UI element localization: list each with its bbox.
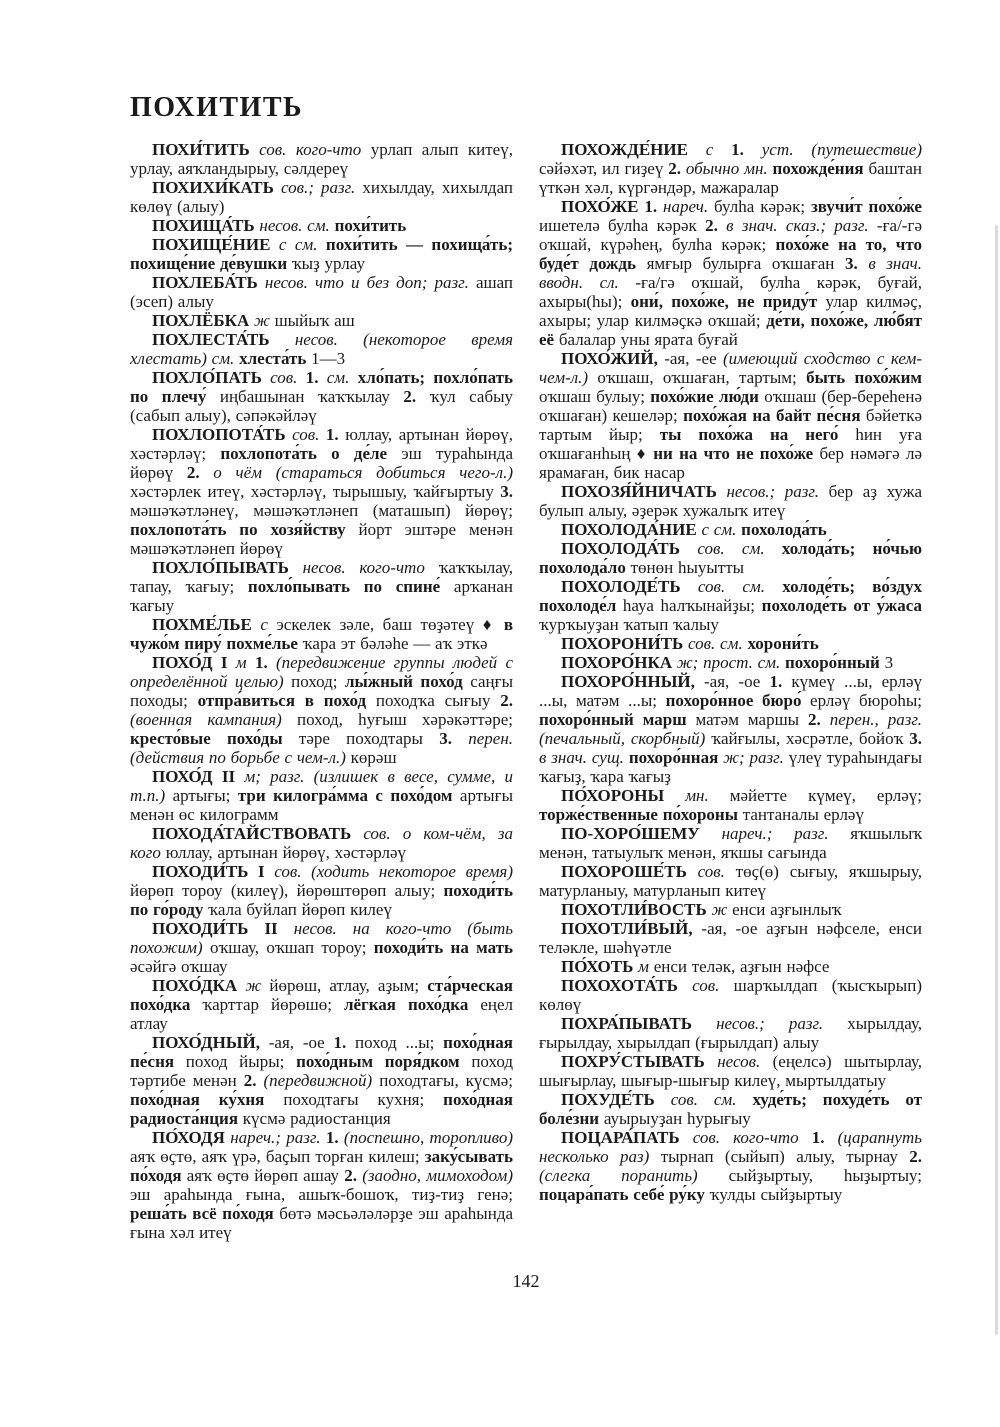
grammar-label: с см. [696, 520, 742, 539]
text-segment: 2. [186, 463, 214, 482]
headword: ПО́ХОДЯ [152, 1128, 225, 1147]
text-segment: ерләү бюроһы; [810, 691, 922, 710]
grammar-label: сов. см. [680, 539, 782, 558]
text-segment: походи́ть по го́роду [130, 881, 513, 919]
dictionary-entry [539, 1014, 922, 1052]
text-segment: -ая, -ое [694, 672, 770, 691]
text-segment: 2. [909, 1147, 922, 1166]
text-segment: матәм маршы [695, 710, 809, 729]
dictionary-entry [130, 235, 513, 273]
text-segment: похо́жие лю́ди [650, 387, 765, 406]
headword: ПОХОХОТА́ТЬ [561, 976, 678, 995]
grammar-label: ж [237, 976, 270, 995]
headword: ПОХОДИ́ТЬ II [152, 919, 278, 938]
grammar-label: сов. [686, 862, 736, 881]
dictionary-entry [539, 919, 922, 957]
headword: ПОХО́ДНЫЙ, [152, 1033, 260, 1052]
grammar-label: сов. [677, 976, 734, 995]
grammar-label: см. [326, 368, 358, 387]
grammar-label: ж [249, 311, 275, 330]
text-segment: холоде́ть; во́здух похолоде́л [539, 577, 922, 615]
headword: ПОХИХИ́КАТЬ [152, 178, 274, 197]
dictionary-entry [130, 425, 513, 558]
text-segment: эш тураһында йөрөү [130, 444, 514, 482]
text-segment: көрәш [350, 748, 397, 767]
text-segment: яҡшылыҡ менән, татыулыҡ менән, яҡшы сағында [539, 824, 922, 862]
grammar-label: в знач. сказ.; разг. [726, 216, 877, 235]
grammar-label: несов. на кого-что (быть похожим) [130, 919, 513, 957]
text-segment: бер аҙ хужа булып алыу, әҙерәк хужалыҡ итеү [539, 482, 922, 520]
headword: ПО́ХОРОНЫ [561, 786, 665, 805]
headword: ПОХОЛОДА́НИЕ [561, 520, 697, 539]
text-segment: ҡала буйлап йөрөп килеү [208, 900, 392, 919]
text-segment: похо́же на то, что буде́т дождь [539, 235, 922, 273]
headword: ПО-ХОРО́ШЕМУ [561, 824, 700, 843]
text-segment: похи́тить [334, 216, 407, 235]
text-segment: тәре походтары [298, 729, 440, 748]
text-segment: артығы; [172, 786, 238, 805]
text-segment: йөрөп тороу (килеү), йөрөштөрөп алыу; [130, 881, 444, 900]
dictionary-entry [130, 216, 513, 235]
text-segment: юллау, артынан йөрөү, хәстәрләү; [130, 425, 513, 463]
headword: ПОХОДА́ТАЙСТВОВАТЬ [152, 824, 352, 843]
dictionary-entry [130, 862, 513, 919]
text-segment: күмеү ...ы, ерләү ...ы, матәм ...ы; [539, 672, 922, 710]
dictionary-entry [539, 1128, 922, 1204]
text-segment: похло́пывать по спине́ [247, 577, 454, 596]
dictionary-entry [539, 349, 922, 482]
text-segment: лёгкая похо́дка [343, 995, 481, 1014]
text-segment: похоро́нный марш [539, 710, 696, 729]
text-segment: торже́ственные по́хороны [539, 805, 743, 824]
text-segment: сәйәхәт, ил гиҙеү [539, 159, 669, 178]
text-segment: де́ти, похо́же, лю́бят её [539, 311, 922, 349]
text-segment: похо́дная радиоста́нция [130, 1090, 513, 1128]
text-segment: похо́дным поря́дком [296, 1052, 472, 1071]
headword: ПОХО́ЖИЙ, [561, 349, 658, 368]
text-segment: походи́ть на мать [373, 938, 513, 957]
text-segment: три килогра́мма с похо́дом [237, 786, 460, 805]
grammar-label: сов. см. [680, 577, 783, 596]
dictionary-entry [539, 577, 922, 634]
grammar-label: нареч.; разг. [699, 824, 851, 843]
text-segment: оҡшаш (бер-береһенә оҡшаған) кешеләр; [539, 387, 922, 425]
text-segment: оҡшаш булыу; [539, 387, 651, 406]
dictionary-entry [130, 330, 513, 368]
text-segment: бер нәмәгә лә ярамаған, бик насар [539, 444, 923, 482]
text-segment: 3. [500, 482, 513, 501]
text-segment: һауа һалҡынайҙы; [622, 596, 762, 615]
grammar-label: м [227, 653, 255, 672]
text-segment: ҡайғылы, хәсрәтле, бойоҡ [711, 729, 910, 748]
text-segment: походтағы, күсмә; [379, 1071, 514, 1090]
text-segment: 2. [403, 387, 430, 406]
text-segment: йорт эштәре менән мәшәҡәтләнеп йөрөү [130, 520, 514, 558]
text-segment: похо́жая на байт пе́сня [683, 406, 866, 425]
headword: ПОХО́ДКА [152, 976, 238, 995]
text-segment: поцара́пать себе́ ру́ку [539, 1185, 710, 1204]
dictionary-entry [539, 1090, 922, 1128]
text-segment: 2. [344, 1166, 363, 1185]
scan-edge-artifact [995, 225, 998, 1335]
grammar-label: перен. (действия по борьбе с чем-л.) [130, 729, 514, 767]
text-segment: ҡаҡҡылау, тапау, ҡағыу; [130, 558, 513, 596]
text-segment: похожде́ния [772, 159, 869, 178]
grammar-label: (имеющий сходство с кем-чем-л.) [539, 349, 922, 387]
text-segment: хәстәрлек итеү, хәстәрләү, тырышыу, ҡайғыртыу [130, 482, 501, 501]
text-segment: шарҡылдап (ҡысҡырып) көлөү [539, 976, 922, 1014]
grammar-label: (царапнуть несколько раз) [539, 1128, 922, 1166]
grammar-label: сов. о ком-чём, за кого [130, 824, 513, 862]
text-segment: походҡа сығыу [375, 691, 501, 710]
text-segment: похо́дная ку́хня [130, 1090, 284, 1109]
text-segment: сыйҙыртыу, һыҙыртыу; [728, 1166, 922, 1185]
dictionary-entry [130, 178, 513, 216]
text-segment: енси теләк, аҙғын нәфсе [653, 957, 830, 976]
headword: ПОХРУ́СТЫВАТЬ [561, 1052, 705, 1071]
dictionary-entry [539, 520, 922, 539]
text-segment: похи́тить — похища́ть; похище́ние де́вушки [130, 235, 513, 273]
text-segment: баштан үткән хәл, күргәндәр, мажаралар [539, 159, 923, 197]
text-segment: эскелек зәле, баш төҙәтеү [276, 615, 483, 634]
page-number: 142 [512, 1271, 540, 1291]
grammar-label: (слегка поранить) [539, 1166, 729, 1185]
dictionary-entry [130, 824, 513, 862]
dictionary-entry [130, 368, 513, 425]
text-segment: поход тәртибе менән [130, 1052, 514, 1090]
text-segment: 1. [305, 368, 327, 387]
headword: ПОХИЩА́ТЬ [152, 216, 255, 235]
text-segment: ауырыуҙан һурығыу [603, 1109, 751, 1128]
text-segment: бөтә мәсьәләләрҙе эш араһында ғына хәл итеү [130, 1204, 514, 1242]
text-segment: балалар уны ярата буғай [558, 330, 738, 349]
text-segment: 1. [254, 653, 276, 672]
text-segment: 3. [909, 729, 922, 748]
headword: ПОХОЖДЕ́НИЕ [561, 140, 688, 159]
text-segment: аяҡ өҫтө йөрөп ашау [186, 1166, 345, 1185]
dictionary-entry [539, 957, 922, 976]
grammar-label: сов. кого-что [249, 140, 371, 159]
text-segment: аяҡ өҫтө, аяҡ үрә, баҫып торған килеш; [130, 1147, 425, 1166]
text-columns [130, 140, 922, 1242]
text-segment: похоро́нная [628, 748, 724, 767]
grammar-label: с см. [270, 235, 326, 254]
dictionary-entry [130, 311, 513, 330]
grammar-label: несов. см. [254, 216, 335, 235]
dictionary-entry [539, 634, 922, 653]
grammar-label: несов.; разг. [716, 482, 829, 501]
text-segment: 3. [439, 729, 469, 748]
text-segment: 3. [844, 254, 869, 273]
text-segment: похоро́нное бюро́ [665, 691, 811, 710]
text-segment: -ға/гә оҡшай, булһа кәрәк, буғай, ахыры(һы); [539, 273, 922, 311]
text-segment: кресто́вые похо́ды [130, 729, 299, 748]
headword: ПОХИ́ТИТЬ [152, 140, 250, 159]
grammar-label: (передвижение группы людей с определённой целью) [130, 653, 513, 691]
grammar-label: сов. см. [654, 1090, 753, 1109]
text-segment: похоро́нный [785, 653, 885, 672]
text-segment: хорони́ть [747, 634, 819, 653]
headword: ПОХРА́ПЫВАТЬ [561, 1014, 693, 1033]
text-segment: 2. [668, 159, 686, 178]
headword: ПОХО́ЖЕ 1. [561, 197, 664, 216]
text-segment: 1. [333, 1033, 356, 1052]
headword: ПОХО́Д I [152, 653, 228, 672]
headword: ПОХЛЁБКА [152, 311, 250, 330]
text-segment: похлопота́ть о де́ле [220, 444, 402, 463]
text-segment: арҡанан ҡағыу [130, 577, 513, 615]
text-segment: хырылдау, ғырылдау, хырылдап (ғырылдап) алыу [539, 1014, 922, 1052]
dictionary-entry [539, 976, 922, 1014]
text-segment: поход, һуғыш хәрәкәттәре; [297, 710, 513, 729]
headword: ПОХОТЛИ́ВОСТЬ [561, 900, 707, 919]
grammar-label: м [633, 957, 654, 976]
text-segment: бәйеткә тартым йыр; [539, 406, 922, 444]
dictionary-entry [130, 140, 513, 178]
grammar-label: ж; прост. см. [672, 653, 785, 672]
grammar-label: ж [706, 900, 733, 919]
text-segment: ҡурҡыуҙан ҡатып ҡалыу [539, 615, 719, 634]
text-segment: поход; [291, 672, 345, 691]
text-segment: һин уға оҡшағанһың [539, 425, 922, 463]
text-segment: урлап алып китеү, урлау, аяҡландырыу, сәлдереү [130, 140, 513, 178]
grammar-label: мн. [664, 786, 730, 805]
headword: ПОХО́Д II [152, 767, 236, 786]
grammar-label: нареч. [663, 197, 715, 216]
text-segment: мәйетте күмеү, ерләү; [729, 786, 922, 805]
text-segment: 1. [811, 1128, 838, 1147]
grammar-label: перен., разг. (печальный, скорбный) [539, 710, 922, 748]
text-segment: ты похо́жа на него́ [659, 425, 856, 444]
text-segment: ҡулды сыйҙыртыу [709, 1185, 843, 1204]
headword: ПОХУДЕ́ТЬ [561, 1090, 655, 1109]
text-segment: хлеста́ть [239, 349, 312, 368]
grammar-label: (поспешно, торопливо) [343, 1128, 513, 1147]
text-segment: поход йыры; [185, 1052, 297, 1071]
dictionary-entry [130, 767, 513, 824]
text-segment: әсәйгә оҡшау [130, 957, 228, 976]
grammar-label: (заодно, мимоходом) [362, 1166, 513, 1185]
text-segment: төҫ(ө) сығыу, яҡшырыу, матурланыу, матурланып китеү [539, 862, 922, 900]
text-segment: (еңелсә) шытырлау, шығырлау, шығыр-шығыр килеү, мыртылдатыу [539, 1052, 922, 1090]
text-segment: -ая, -ее [657, 349, 723, 368]
grammar-label: с [687, 140, 732, 159]
text-segment: походтағы кухня; [283, 1090, 444, 1109]
headword: ПОХОДИ́ТЬ I [152, 862, 265, 881]
text-segment: ҡарттар йөрөшө; [202, 995, 344, 1014]
grammar-label: сов. (ходить некоторое время) [264, 862, 513, 881]
text-segment: хло́пать; похло́пать по плечу́ [130, 368, 513, 406]
text-segment: ишетелә булһа кәрәк [539, 216, 706, 235]
text-segment: отпра́виться в похо́д [197, 691, 376, 710]
text-segment: 2. [500, 691, 514, 710]
text-segment: шыйыҡ аш [274, 311, 355, 330]
text-segment: 1. [325, 425, 346, 444]
text-segment: 1. [731, 140, 762, 159]
headword: ПОХОЛОДЕ́ТЬ [561, 577, 681, 596]
headword: ПОХОРО́ННЫЙ, [561, 672, 695, 691]
text-segment: ста́рческая похо́дка [130, 976, 513, 1014]
grammar-label: в знач. вводн. сл. [539, 254, 922, 292]
dictionary-entry [539, 900, 922, 919]
dictionary-entry [130, 273, 513, 311]
headword: ПОХЛО́ПАТЬ [152, 368, 262, 387]
text-segment: мәшәҡәтләнеү, мәшәҡәтләнеп (маташып) йөрөү; [130, 501, 513, 520]
text-segment: күсмә радиостанция [242, 1109, 391, 1128]
text-segment: иңбашынан ҡаҡҡылау [219, 387, 404, 406]
text-segment: хихылдау, хихылдап көлөү (алыу) [130, 178, 513, 216]
text-segment: улар килмәҫ, ахыры; улар килмәҫкә оҡшай; [539, 292, 923, 330]
text-segment: ♦ в чужо́м пиру́ похме́лье [130, 615, 513, 653]
headword: ПО́ХОТЬ [561, 957, 634, 976]
headword: ПОХОРОШЕ́ТЬ [561, 862, 687, 881]
dictionary-entry [539, 140, 922, 197]
text-segment: артығы менән өс килограмм [130, 786, 513, 824]
grammar-label: сов. см. [683, 634, 748, 653]
text-segment: ♦ ни на что не похо́же [636, 444, 820, 463]
text-segment: саңғы походы; [130, 672, 513, 710]
text-segment: 1—3 [311, 349, 346, 368]
grammar-label: несов. что и без доп; разг. [257, 273, 476, 292]
text-segment: 3 [884, 653, 894, 672]
text-segment: худе́ть; похуде́ть от боле́зни [539, 1090, 922, 1128]
text-segment: йөрөш, атлау, аҙым; [269, 976, 428, 995]
dictionary-entry [539, 862, 922, 900]
text-segment: лы́жный похо́д [344, 672, 471, 691]
grammar-label: в знач. сущ. [539, 748, 629, 767]
text-segment: -ая, -ое аҙғын нәфселе, енси теләкле, шәһүәтле [539, 919, 922, 957]
text-segment: звучи́т похо́же [810, 197, 922, 216]
text-segment: тантаналы ерләү [742, 805, 864, 824]
text-segment: ҡыҙ урлау [291, 254, 365, 273]
grammar-label: несов. [704, 1052, 773, 1071]
text-segment: енси аҙғынлыҡ [732, 900, 842, 919]
headword: ПОХЛОПОТА́ТЬ [152, 425, 286, 444]
text-segment: похо́дная пе́сня [130, 1033, 513, 1071]
text-segment: холода́ть; но́чью похолода́ло [539, 539, 922, 577]
text-segment: похолода́ть [741, 520, 827, 539]
grammar-label: о чём (стараться добиться чего-л.) [213, 463, 513, 482]
text-segment: они́, похо́же, не приду́т [630, 292, 826, 311]
text-segment: поход ...ы; [355, 1033, 444, 1052]
text-segment: похлопота́ть по хозя́йству [130, 520, 359, 539]
grammar-label: сов. кого-что [679, 1128, 812, 1147]
text-segment: еңел атлау [130, 995, 513, 1033]
text-segment: оҡшаш, оҡшаған, тартым; [597, 368, 807, 387]
headword: ПОХЛЕСТА́ТЬ [152, 330, 270, 349]
grammar-label: несов. (некоторое время хлестать) см. [130, 330, 513, 368]
text-segment: реша́ть всё по́ходя [130, 1204, 280, 1223]
text-segment: 1. [769, 672, 792, 691]
headword: ПОХОРОНИ́ТЬ [561, 634, 684, 653]
grammar-label: уст. (путешествие) [761, 140, 922, 159]
dictionary-entry [130, 615, 513, 653]
text-segment: ҡул сабыу (сабып алыу), сәпәкәйләү [130, 387, 514, 425]
dictionary-entry [539, 197, 922, 349]
headword: ПОХЛЕБА́ТЬ [152, 273, 258, 292]
grammar-label: м; разг. (излишек в весе, сумме, и т.п.) [130, 767, 513, 805]
dictionary-entry [539, 482, 922, 520]
text-segment: 2. [705, 216, 727, 235]
grammar-label: несов. кого-что [288, 558, 439, 577]
grammar-label: сов.; разг. [273, 178, 363, 197]
dictionary-entry [539, 653, 922, 672]
headword: ПОЦАРА́ПАТЬ [561, 1128, 680, 1147]
dictionary-entry [130, 976, 513, 1033]
text-segment: юллау, артынан йөрөү, хәстәрләү [165, 843, 407, 862]
text-segment: үлеү тураһындағы ҡағыҙ, ҡара ҡағыҙ [539, 748, 922, 786]
dictionary-entry [539, 539, 922, 577]
text-segment: булһа кәрәк; [714, 197, 811, 216]
text-segment: оҡшау, оҡшап тороу; [209, 938, 374, 957]
dictionary-entry [130, 919, 513, 976]
text-segment: ҡара эт бәләһе — аҡ эткә [302, 634, 488, 653]
dictionary-entry [130, 1128, 513, 1242]
text-segment: ашап (эсеп) алыу [130, 273, 513, 311]
headword: ПОХМЕ́ЛЬЕ [152, 615, 252, 634]
text-segment: 2. [243, 1071, 264, 1090]
text-segment: 1. [325, 1128, 344, 1147]
grammar-label: (военная кампания) [130, 710, 297, 729]
headword: ПОХОЛОДА́ТЬ [561, 539, 681, 558]
headword: ПОХЛО́ПЫВАТЬ [152, 558, 289, 577]
text-segment: ямғыр булырға оҡшаған [646, 254, 845, 273]
headword: ПОХОТЛИ́ВЫЙ, [561, 919, 693, 938]
dictionary-entry [130, 653, 513, 767]
headword: ПОХОЗЯ́ЙНИЧАТЬ [561, 482, 717, 501]
grammar-label: сов. [261, 368, 306, 387]
text-segment: тырнап (сыйып) алыу, тырнау [660, 1147, 910, 1166]
left-column [130, 140, 513, 1242]
dictionary-entry [130, 1033, 513, 1128]
grammar-label: сов. [285, 425, 326, 444]
text-segment: 2. [808, 710, 830, 729]
grammar-label: (передвижной) [263, 1071, 380, 1090]
grammar-label: несов.; разг. [692, 1014, 848, 1033]
running-head: ПОХИТИТЬ [130, 92, 304, 123]
right-column [539, 140, 922, 1242]
text-segment: -ға/-гә оҡшай, күрәһең, булһа кәрәк; [539, 216, 922, 254]
dictionary-entry [539, 672, 922, 786]
dictionary-entry [130, 558, 513, 615]
text-segment: похолоде́ть от у́жаса [761, 596, 923, 615]
text-segment: быть похо́жим [806, 368, 922, 387]
grammar-label: обычно мн. [685, 159, 773, 178]
grammar-label: нареч.; разг. [224, 1128, 326, 1147]
text-segment: -ая, -ое [260, 1033, 334, 1052]
text-segment: заку́сывать по́ходя [130, 1147, 513, 1185]
grammar-label: ж; разг. [723, 748, 789, 767]
headword: ПОХИЩЕ́НИЕ [152, 235, 271, 254]
dictionary-entry [539, 786, 922, 824]
grammar-label: с [251, 615, 277, 634]
dictionary-entry [539, 1052, 922, 1090]
text-segment: төнөн һыуытты [630, 558, 745, 577]
dictionary-entry [539, 824, 922, 862]
headword: ПОХОРО́НКА [561, 653, 673, 672]
text-segment: эш араһында ғына, ашыҡ-бошоҡ, тиҙ-тиҙ генә; [130, 1185, 513, 1204]
